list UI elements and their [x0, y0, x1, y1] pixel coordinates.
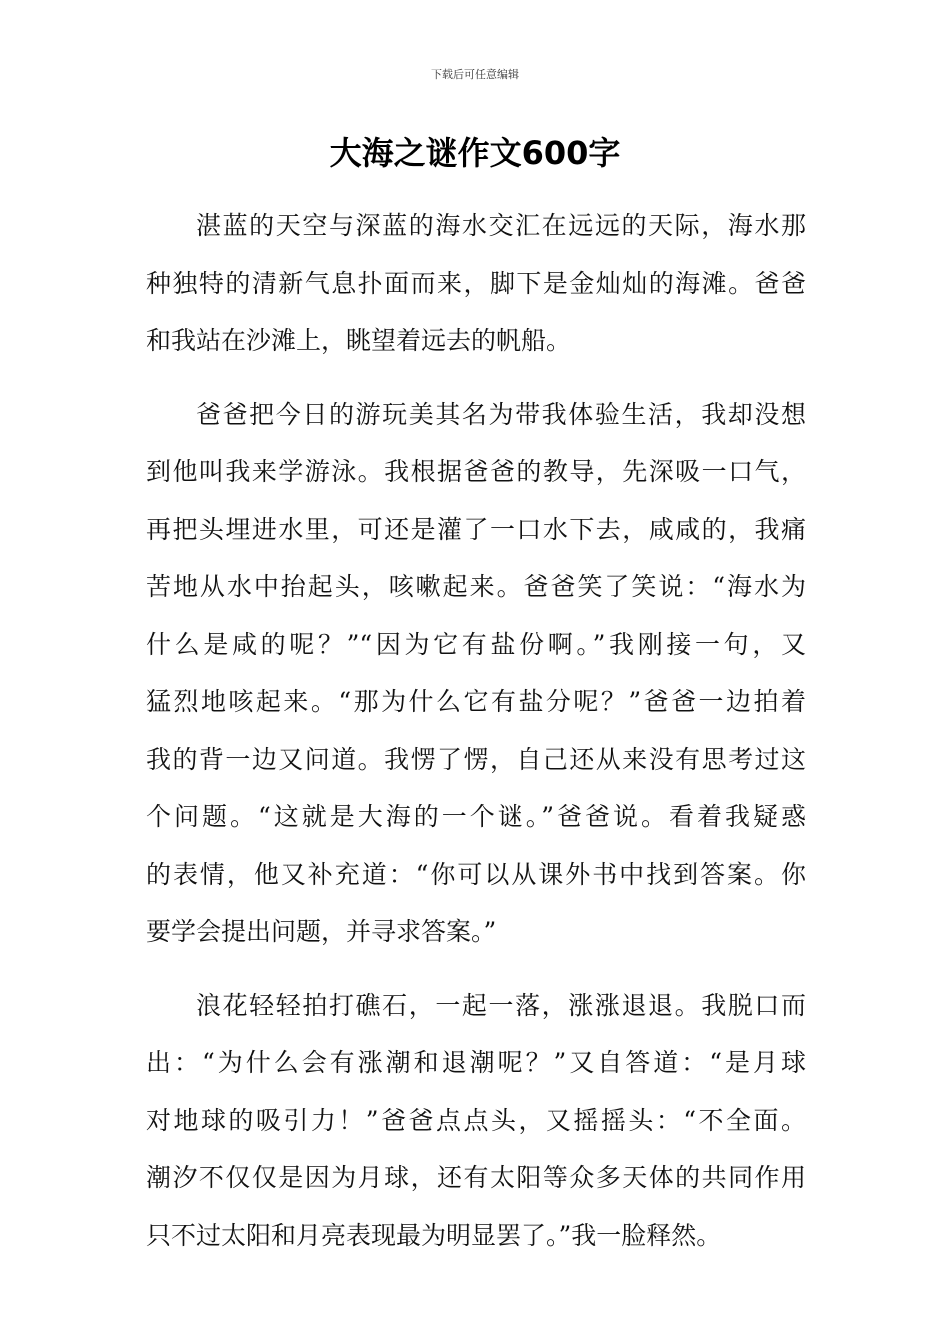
text-line: 什么是咸的呢？”“因为它有盐份啊。”我刚接一句，又 — [146, 629, 806, 659]
text-line: 猛烈地咳起来。“那为什么它有盐分呢？”爸爸一边拍着 — [146, 687, 806, 716]
text-line: 苦地从水中抬起头，咳嗽起来。爸爸笑了笑说：“海水为 — [146, 572, 806, 601]
text-line: 再把头埋进水里，可还是灌了一口水下去，咸咸的，我痛 — [146, 514, 806, 544]
article-body — [146, 197, 806, 1280]
text-line: 出：“为什么会有涨潮和退潮呢？”又自答道：“是月球 — [146, 1048, 806, 1077]
paragraph-3 — [146, 977, 806, 1265]
paragraph-1 — [146, 197, 806, 370]
text-line: 要学会提出问题，并寻求答案。” — [146, 917, 497, 946]
text-line: 到他叫我来学游泳。我根据爸爸的教导，先深吸一口气， — [146, 457, 806, 486]
paragraph-2 — [146, 386, 806, 961]
header-note: 下载后可任意编辑 — [431, 68, 519, 81]
text-line: 和我站在沙滩上，眺望着远去的帆船。 — [146, 326, 572, 355]
text-line: 个问题。“这就是大海的一个谜。”爸爸说。看着我疑惑 — [146, 802, 806, 831]
text-line: 的表情，他又补充道：“你可以从课外书中找到答案。你 — [146, 859, 806, 889]
text-line: 爸爸把今日的游玩美其名为带我体验生活，我却没想 — [196, 399, 806, 429]
text-line: 只不过太阳和月亮表现最为明显罢了。”我一脸释然。 — [146, 1220, 722, 1250]
text-line: 湛蓝的天空与深蓝的海水交汇在远远的天际，海水那 — [196, 211, 806, 240]
page-title: 大海之谜作文600字 — [329, 134, 621, 172]
text-line: 我的背一边又问道。我愣了愣，自己还从来没有思考过这 — [146, 744, 806, 774]
text-line: 浪花轻轻拍打礁石，一起一落，涨涨退退。我脱口而 — [196, 990, 806, 1020]
text-line: 潮汐不仅仅是因为月球，还有太阳等众多天体的共同作用 — [146, 1163, 806, 1192]
text-line: 种独特的清新气息扑面而来，脚下是金灿灿的海滩。爸爸 — [146, 268, 806, 298]
text-line: 对地球的吸引力！”爸爸点点头，又摇摇头：“不全面。 — [146, 1105, 806, 1135]
